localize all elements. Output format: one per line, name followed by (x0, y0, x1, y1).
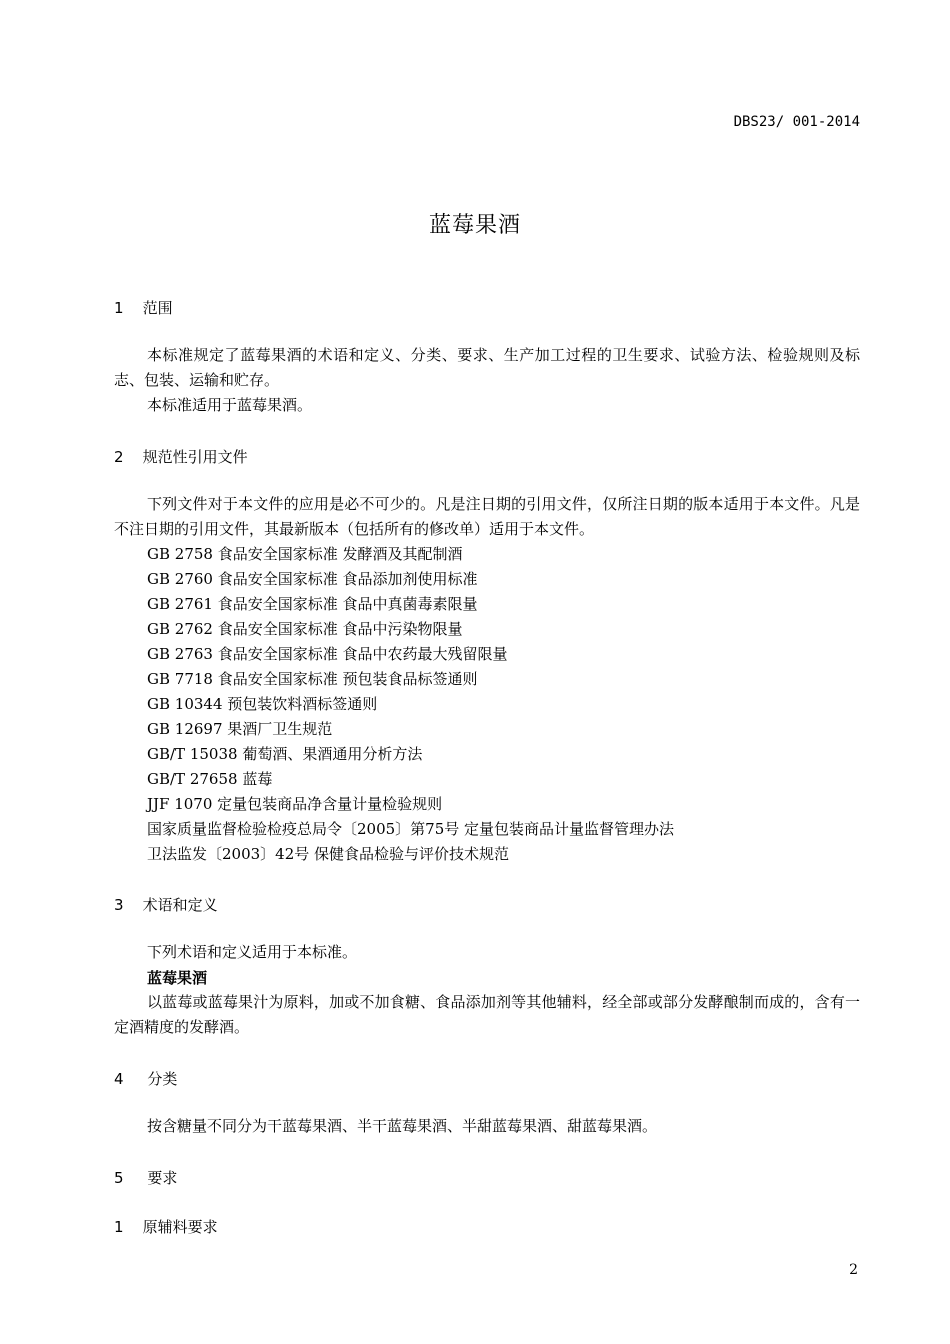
section-title: 原辅料要求 (142, 1218, 218, 1236)
document-title: 蓝莓果酒 (428, 213, 521, 238)
reference-item: GB 2763 食品安全国家标准 食品中农药最大残留限量 (147, 645, 508, 663)
scope-applicability: 本标准适用于蓝莓果酒。 (147, 396, 313, 414)
section-title: 范围 (142, 299, 173, 317)
reference-item: 卫法监发〔2003〕42号 保健食品检验与评价技术规范 (147, 845, 510, 863)
section-number: 1 (114, 1218, 124, 1236)
terms-intro: 下列术语和定义适用于本标准。 (147, 943, 358, 961)
classification-paragraph: 按含糖量不同分为干蓝莓果酒、半干蓝莓果酒、半甜蓝莓果酒、甜蓝莓果酒。 (147, 1117, 658, 1135)
term-definition: 以蓝莓或蓝莓果汁为原料，加或不加食糖、食品添加剂等其他辅料，经全部或部分发酵酿制而成的，含有一定酒精度的发酵酒。 (114, 993, 860, 1036)
section-title: 规范性引用文件 (142, 448, 248, 466)
section-number: 5 (114, 1169, 124, 1187)
section-title: 要求 (147, 1169, 178, 1187)
reference-item: GB 2762 食品安全国家标准 食品中污染物限量 (147, 620, 463, 638)
references-intro: 下列文件对于本文件的应用是必不可少的。凡是注日期的引用文件，仅所注日期的版本适用于本文件。凡是不注日期的引用文件，其最新版本（包括所有的修改单）适用于本文件。 (114, 495, 860, 538)
section-2-heading (114, 446, 248, 467)
section-3-heading (114, 894, 218, 915)
section-title: 分类 (147, 1070, 178, 1088)
reference-item: GB 2761 食品安全国家标准 食品中真菌毒素限量 (147, 595, 478, 613)
section-number: 1 (114, 299, 124, 317)
section-1-heading (114, 297, 173, 318)
reference-item: JJF 1070 定量包装商品净含量计量检验规则 (147, 795, 443, 813)
reference-item: GB 7718 食品安全国家标准 预包装食品标签通则 (147, 670, 478, 688)
section-title: 术语和定义 (142, 896, 218, 914)
reference-item: GB 10344 预包装饮料酒标签通则 (147, 695, 378, 713)
standard-code: DBS23/ 001-2014 (733, 114, 860, 130)
section-number: 3 (114, 896, 124, 914)
reference-item: GB 2760 食品安全国家标准 食品添加剂使用标准 (147, 570, 478, 588)
section-4-heading (114, 1068, 177, 1089)
section-number: 2 (114, 448, 124, 466)
page-number: 2 (849, 1262, 858, 1278)
scope-paragraph: 本标准规定了蓝莓果酒的术语和定义、分类、要求、生产加工过程的卫生要求、试验方法、检验规则及标志、包装、运输和贮存。 (114, 346, 860, 389)
subsection-heading (114, 1216, 218, 1237)
term-name: 蓝莓果酒 (147, 969, 208, 987)
reference-item: GB 2758 食品安全国家标准 发酵酒及其配制酒 (147, 545, 463, 563)
reference-item: GB 12697 果酒厂卫生规范 (147, 720, 333, 738)
section-number: 4 (114, 1070, 124, 1088)
reference-item: GB/T 27658 蓝莓 (147, 770, 273, 788)
reference-item: 国家质量监督检验检疫总局令〔2005〕第75号 定量包装商品计量监督管理办法 (147, 820, 675, 838)
section-5-heading (114, 1167, 177, 1188)
reference-item: GB/T 15038 葡萄酒、果酒通用分析方法 (147, 745, 423, 763)
